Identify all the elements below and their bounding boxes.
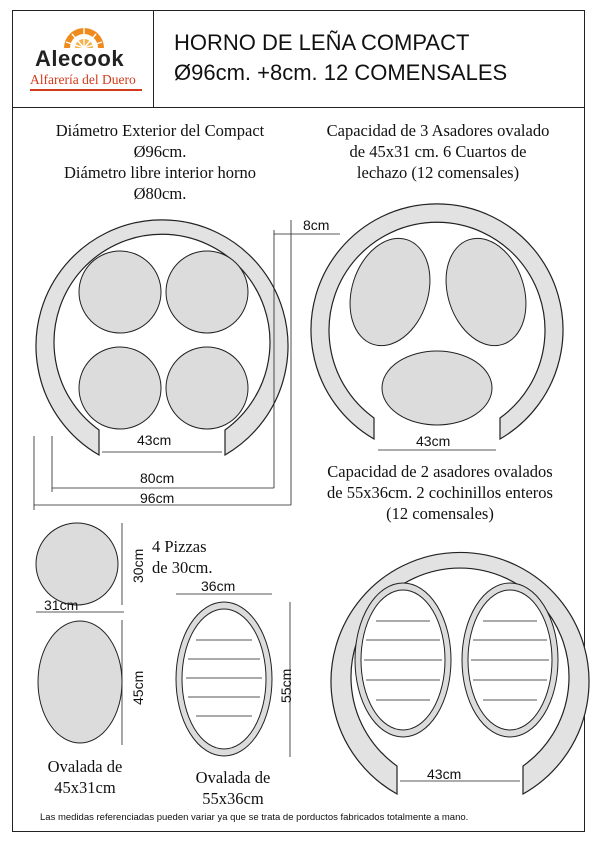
pizza-circle [79,251,161,333]
oval-small-label [30,756,140,798]
cap2-line: Capacidad de 2 asadores ovalados [327,462,553,481]
cap2-line: de 55x36cm. 2 cochinillos enteros [327,483,553,502]
oval-small-sample [36,612,124,745]
pizza-line: de 30cm. [152,558,213,577]
diameter-description [30,120,290,204]
diam-line: Diámetro Exterior del Compact [55,121,265,140]
dim-door-bottom-label: 43cm [427,766,462,782]
pizza-sample [36,523,122,605]
oval-big-sample [176,594,290,757]
footer-note: Las medidas referenciadas pueden variar ya que se trata de porductos fabricados totalmente a mano. [40,812,469,823]
diam-line: Ø80cm. [133,184,187,203]
dim-wall-label: 8cm [303,217,330,233]
pizza-circle [166,251,248,333]
dim-oval-small-height-label: 45cm [130,670,146,705]
cap3-line: Capacidad de 3 Asadores ovalado [326,121,550,140]
capacity-2-description [300,461,580,524]
diam-line: Diámetro libre interior horno [64,163,256,182]
brand-name: Alecook [35,46,125,71]
dim-oval-big-height-label: 55cm [278,668,294,703]
page-subtitle: Ø96cm. +8cm. 12 COMENSALES [174,60,508,85]
pizza-circle [79,347,161,429]
pizza-line: 4 Pizzas [152,537,207,556]
brand-logo-icon [64,28,104,48]
cap2-line: (12 comensales) [386,504,494,523]
oval2-line: Ovalada de [195,768,271,787]
oval1-line: 45x31cm [54,778,116,797]
oval-roaster [382,351,492,425]
dim-inner-label: 80cm [140,470,175,486]
brand-underline [30,89,142,91]
oven-top-left [34,220,340,510]
pizza-label [152,536,242,578]
brand-subtitle: Alfarería del Duero [30,72,136,87]
oven-bottom-right [331,552,589,794]
dim-pizza-height-label: 30cm [130,548,146,583]
dim-oval-small-width-label: 31cm [44,597,79,613]
cap3-line: lechazo (12 comensales) [356,163,520,182]
dim-door-left-label: 43cm [137,432,172,448]
capacity-3-description [303,120,573,183]
oven-ring [36,220,288,455]
oval2-line: 55x36cm [202,789,264,808]
dim-door-right-label: 43cm [416,433,451,449]
oven-top-right [311,204,563,450]
dim-oval-big-width-label: 36cm [201,578,236,594]
diam-line: Ø96cm. [133,142,187,161]
pizza-circle [166,347,248,429]
oval-big-label [178,767,288,809]
page-title: HORNO DE LEÑA COMPACT [174,30,470,55]
cap3-line: de 45x31 cm. 6 Cuartos de [349,142,527,161]
dim-outer-label: 96cm [140,490,175,506]
oval1-line: Ovalada de [47,757,123,776]
